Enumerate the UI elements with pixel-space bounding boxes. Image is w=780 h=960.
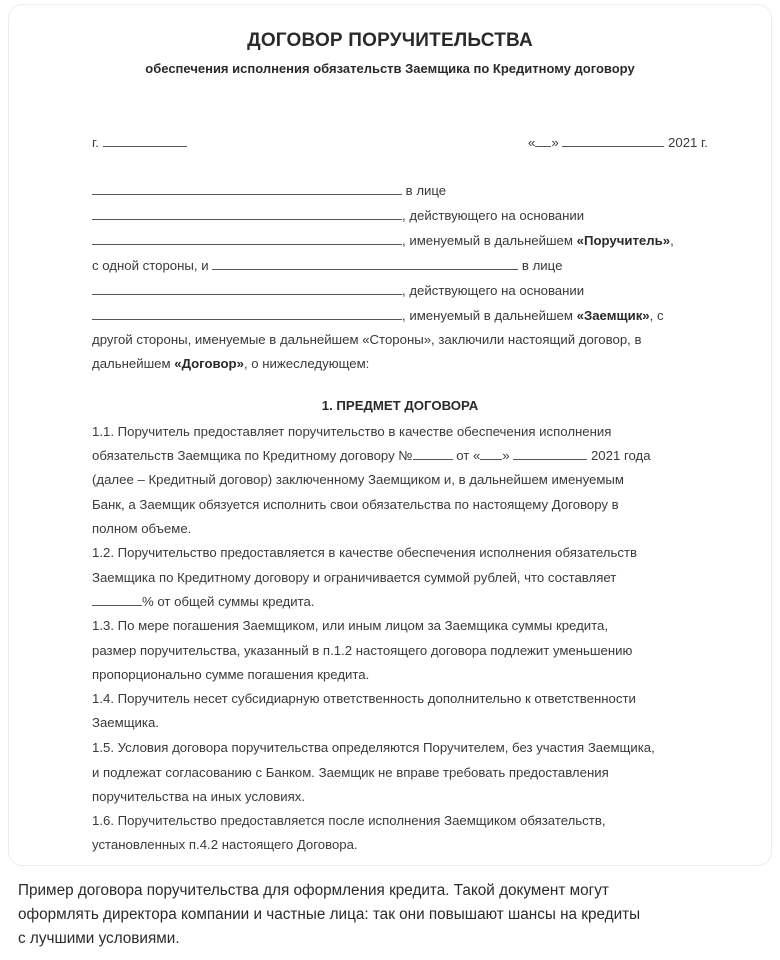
borrower-rep-blank xyxy=(92,282,402,295)
clause-1-6-line-2: установленных п.4.2 настоящего Договора. xyxy=(92,837,358,852)
date-open: « xyxy=(528,135,536,150)
guarantor-rep-blank xyxy=(92,207,402,220)
date-year: 2021 г. xyxy=(668,135,708,150)
clause-1-4-line-2: Заемщика. xyxy=(92,715,159,730)
guarantor-basis-blank xyxy=(92,232,402,245)
clause-1-3-line-1: 1.3. По мере погашения Заемщиком, или иным лицом за Заемщика суммы кредита, xyxy=(92,618,609,633)
clause-1-2-line-1: 1.2. Поручительство предоставляется в качестве обеспечения исполнения обязательств xyxy=(92,545,637,560)
borrower-name-blank xyxy=(212,257,518,270)
guarantor-name-blank xyxy=(92,182,402,195)
party-line-5 xyxy=(92,282,584,300)
clause-1-5-line-3: поручительства на иных условиях. xyxy=(92,789,305,804)
clause-1-1-line-3: (далее – Кредитный договор) заключенному Заемщиком и, в дальнейшем именуемым xyxy=(92,472,624,487)
clause-1-6-line-1: 1.6. Поручительство предоставляется после исполнения Заемщиком обязательств, xyxy=(92,813,606,828)
contract-day-blank xyxy=(480,447,502,460)
city-blank xyxy=(103,134,187,147)
clause-1-1-text-c: » xyxy=(502,448,514,463)
clause-1-2-text: % от общей суммы кредита. xyxy=(142,594,315,609)
borrower-term: «Заемщик» xyxy=(576,308,650,323)
hereinafter-text-2: , именуемый в дальнейшем xyxy=(402,308,577,323)
in-person-text: в лице xyxy=(405,183,447,198)
caption-line-3: с лучшими условиями. xyxy=(18,930,180,947)
party-line-7: другой стороны, именуемые в дальнейшем «Стороны», заключили настоящий договор, в xyxy=(92,332,642,347)
clause-1-2-line-2: Заемщика по Кредитному договору и ограничивается суммой рублей, что составляет xyxy=(92,570,617,585)
clause-1-2-line-3 xyxy=(92,593,315,611)
further-text: дальнейшем xyxy=(92,356,175,371)
document-title: ДОГОВОР ПОРУЧИТЕЛЬСТВА xyxy=(247,30,533,51)
borrower-suffix-text: , с xyxy=(649,308,664,323)
clause-1-5-line-1: 1.5. Условия договора поручительства определяются Поручителем, без участия Заемщика, xyxy=(92,740,655,755)
date-line xyxy=(528,134,708,152)
date-close: » xyxy=(551,135,559,150)
comma-text: , xyxy=(670,233,674,248)
caption-line-2: оформлять директора компании и частные лица: так они повышают шансы на кредиты xyxy=(18,906,641,923)
party-line-6 xyxy=(92,307,664,325)
party-line-1 xyxy=(92,182,446,200)
one-side-text: с одной стороны, и xyxy=(92,258,213,273)
clause-1-1-line-2 xyxy=(92,447,651,465)
contract-term: «Договор» xyxy=(174,356,244,371)
clause-1-1-line-4: Банк, а Заемщик обязуется исполнить свои обязательства по настоящему Договору в xyxy=(92,497,619,512)
hereinafter-text: , именуемый в дальнейшем xyxy=(402,233,577,248)
borrower-basis-blank xyxy=(92,307,402,320)
percent-blank xyxy=(92,593,142,606)
clause-1-1-text-d: 2021 года xyxy=(587,448,651,463)
section-1-title: 1. ПРЕДМЕТ ДОГОВОРА xyxy=(321,398,479,413)
clause-1-1-text-a: обязательств Заемщика по Кредитному договору № xyxy=(92,448,413,463)
city-prefix: г. xyxy=(92,135,99,150)
in-person-text-2: в лице xyxy=(518,258,563,273)
party-line-4 xyxy=(92,257,562,275)
clause-1-4-line-1: 1.4. Поручитель несет субсидиарную ответственность дополнительно к ответственности xyxy=(92,691,636,706)
as-follows-text: , о нижеследующем: xyxy=(243,356,370,371)
contract-number-blank xyxy=(413,447,453,460)
clause-1-5-line-2: и подлежат согласованию с Банком. Заемщик не вправе требовать предоставления xyxy=(92,765,609,780)
clause-1-3-line-3: пропорционально сумме погашения кредита. xyxy=(92,667,370,682)
clause-1-1-line-5: полном объеме. xyxy=(92,521,192,536)
party-line-2 xyxy=(92,207,584,225)
clause-1-1-text-b: от « xyxy=(452,448,481,463)
acting-basis-text-2: , действующего на основании xyxy=(402,283,585,298)
document-subtitle: обеспечения исполнения обязательств Заемщика по Кредитному договору xyxy=(145,61,635,76)
day-blank xyxy=(535,134,551,147)
acting-basis-text: , действующего на основании xyxy=(402,208,585,223)
month-blank xyxy=(562,134,664,147)
caption-line-1: Пример договора поручительства для оформления кредита. Такой документ могут xyxy=(18,882,609,899)
guarantor-term: «Поручитель» xyxy=(576,233,671,248)
party-line-8 xyxy=(92,355,369,373)
clause-1-1-line-1: 1.1. Поручитель предоставляет поручительство в качестве обеспечения исполнения xyxy=(92,424,612,439)
contract-month-blank xyxy=(513,447,587,460)
city-line xyxy=(92,134,187,152)
party-line-3 xyxy=(92,232,674,250)
clause-1-3-line-2: размер поручительства, указанный в п.1.2 настоящего договора подлежит уменьшению xyxy=(92,643,633,658)
